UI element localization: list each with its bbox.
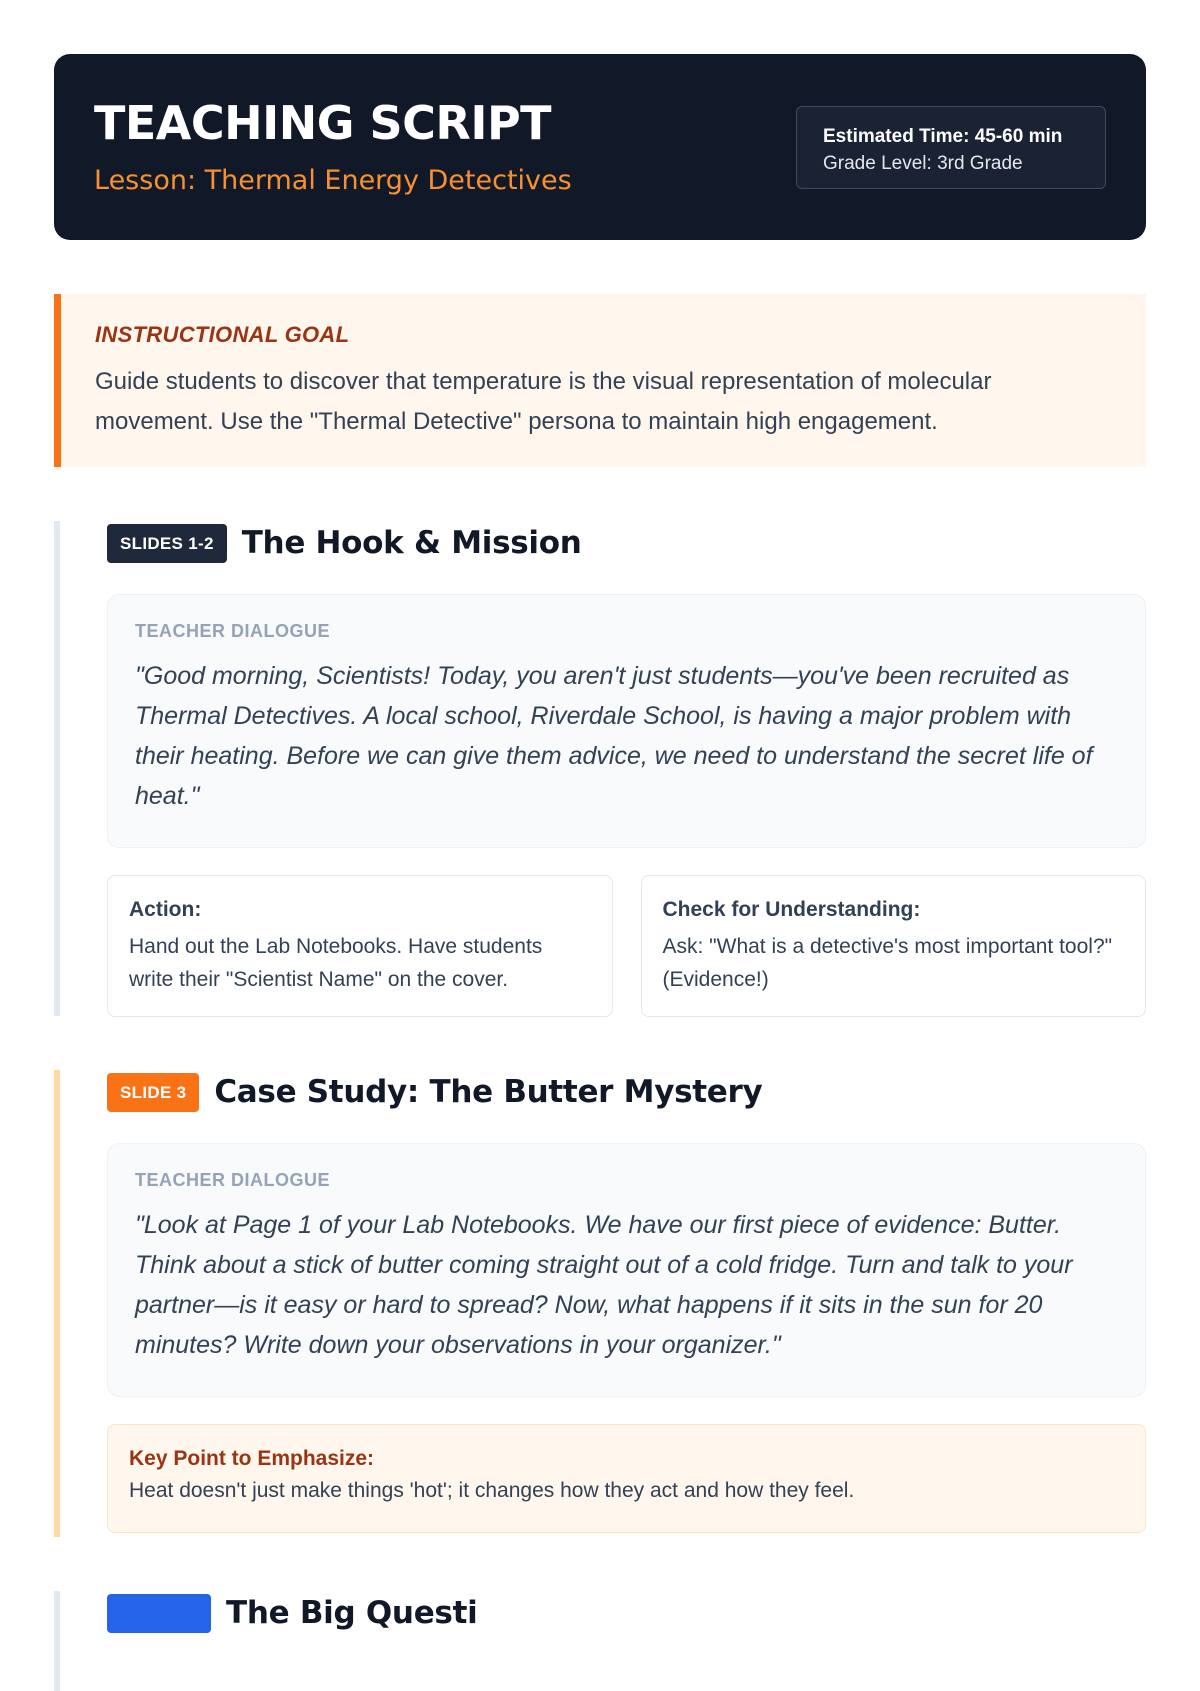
section-header bbox=[107, 521, 1146, 565]
check-understanding-card bbox=[641, 875, 1147, 1017]
action-label: Action: bbox=[129, 898, 202, 921]
goal-label: INSTRUCTIONAL GOAL bbox=[95, 322, 350, 347]
key-point-box bbox=[107, 1424, 1146, 1533]
dialogue-text: "Good morning, Scientists! Today, you aren't just students—you've been recruited as Thermal Detectives. A local school, Riverdale School, is having a major problem with their heating. Before we can give them advice, we need to understand the secret life of heat." bbox=[135, 662, 1093, 810]
info-cards bbox=[107, 875, 1146, 1017]
dialogue-label: TEACHER DIALOGUE bbox=[135, 1170, 331, 1190]
section-title: The Big Questi bbox=[226, 1595, 478, 1631]
section-header bbox=[107, 1070, 1146, 1114]
section-big-question bbox=[54, 1591, 1146, 1691]
teacher-dialogue-box bbox=[107, 594, 1146, 848]
dialogue-text: "Look at Page 1 of your Lab Notebooks. We have our first piece of evidence: Butter. Think about a stick of butter coming straight out of a cold fridge. Turn and talk to your partner—is it easy or hard to spread? Now, what happens if it sits in the sun for 20 minutes? Write down your observations in your organizer." bbox=[135, 1211, 1073, 1359]
action-text: Hand out the Lab Notebooks. Have students write their "Scientist Name" on the cover. bbox=[129, 935, 543, 991]
slide-badge: SLIDE 3 bbox=[107, 1073, 199, 1112]
goal-text: Guide students to discover that temperature is the visual representation of molecular movement. Use the "Thermal Detective" persona to maintain high engagement. bbox=[95, 368, 992, 435]
slide-badge: SLIDES 1-2 bbox=[107, 524, 227, 563]
keypoint-label: Key Point to Emphasize: bbox=[129, 1447, 375, 1470]
section-butter-mystery bbox=[54, 1070, 1146, 1537]
estimated-time: Estimated Time: 45-60 min bbox=[823, 125, 1063, 147]
teacher-dialogue-box bbox=[107, 1143, 1146, 1397]
header-title-group bbox=[94, 98, 572, 196]
grade-level: Grade Level: 3rd Grade bbox=[823, 152, 1023, 174]
section-header bbox=[107, 1591, 1146, 1635]
action-card bbox=[107, 875, 613, 1017]
lesson-meta-box bbox=[796, 106, 1106, 189]
check-label: Check for Understanding: bbox=[662, 898, 921, 921]
slide-badge bbox=[107, 1594, 211, 1633]
section-title: Case Study: The Butter Mystery bbox=[214, 1074, 763, 1110]
page-title: TEACHING SCRIPT bbox=[94, 96, 552, 151]
header bbox=[54, 54, 1146, 240]
lesson-subtitle: Lesson: Thermal Energy Detectives bbox=[94, 164, 572, 196]
section-title: The Hook & Mission bbox=[241, 525, 582, 561]
keypoint-text: Heat doesn't just make things 'hot'; it changes how they act and how they feel. bbox=[129, 1479, 855, 1502]
check-text: Ask: "What is a detective's most important tool?" (Evidence!) bbox=[662, 935, 1113, 991]
dialogue-label: TEACHER DIALOGUE bbox=[135, 621, 331, 641]
section-hook-mission bbox=[54, 521, 1146, 1016]
instructional-goal bbox=[54, 294, 1146, 467]
